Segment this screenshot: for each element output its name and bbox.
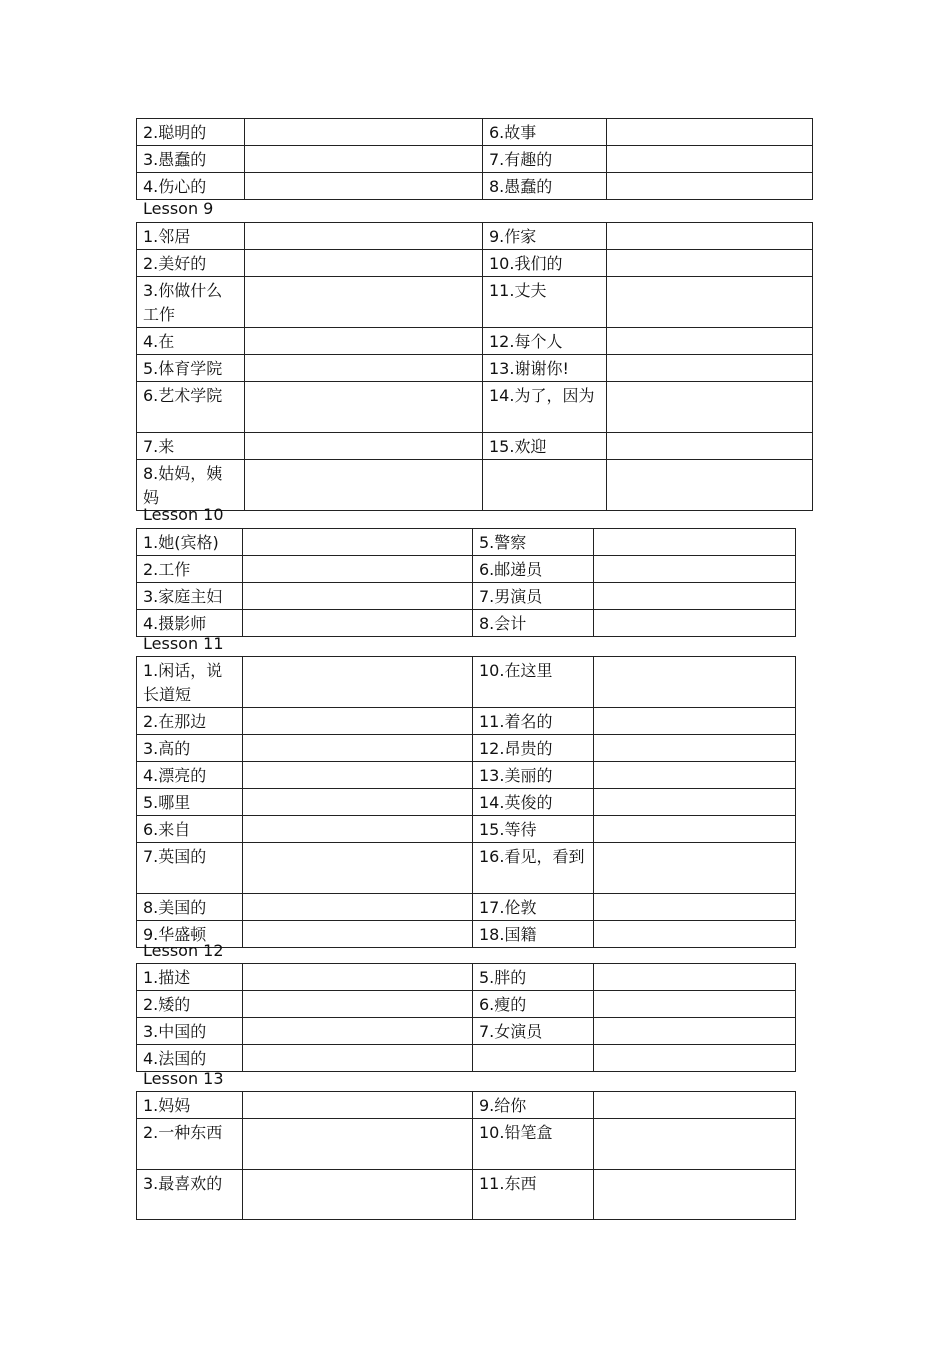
- answer-cell[interactable]: [607, 146, 813, 173]
- word-cell: 7.英国的: [137, 843, 243, 894]
- answer-cell[interactable]: [594, 556, 796, 583]
- word-cell: 12.每个人: [483, 328, 607, 355]
- table-row: [137, 355, 813, 382]
- answer-cell[interactable]: [245, 433, 483, 460]
- word-cell: 18.国籍: [473, 921, 594, 948]
- answer-cell[interactable]: [607, 328, 813, 355]
- word-cell: 3.最喜欢的: [137, 1170, 243, 1220]
- answer-cell[interactable]: [243, 762, 473, 789]
- table-row: [137, 529, 796, 556]
- word-cell: 1.闲话，说长道短: [137, 657, 243, 708]
- table-row: [137, 843, 796, 894]
- word-cell: 4.法国的: [137, 1045, 243, 1072]
- answer-cell[interactable]: [243, 843, 473, 894]
- word-cell: 11.着名的: [473, 708, 594, 735]
- answer-cell[interactable]: [243, 610, 473, 637]
- vocab-table: [136, 528, 796, 637]
- word-cell: 3.愚蠢的: [137, 146, 245, 173]
- word-cell: 2.在那边: [137, 708, 243, 735]
- table-row: [137, 583, 796, 610]
- word-cell: 8.会计: [473, 610, 594, 637]
- answer-cell[interactable]: [594, 1018, 796, 1045]
- lesson-heading: Lesson 13: [143, 1069, 224, 1088]
- word-cell: 11.东西: [473, 1170, 594, 1220]
- table-row: [137, 1018, 796, 1045]
- word-cell: 10.我们的: [483, 250, 607, 277]
- answer-cell[interactable]: [243, 1045, 473, 1072]
- word-cell: 3.中国的: [137, 1018, 243, 1045]
- answer-cell[interactable]: [594, 816, 796, 843]
- answer-cell[interactable]: [243, 556, 473, 583]
- table-row: [137, 816, 796, 843]
- word-cell: 4.漂亮的: [137, 762, 243, 789]
- answer-cell[interactable]: [245, 277, 483, 328]
- word-cell: 4.伤心的: [137, 173, 245, 200]
- table-row: [137, 789, 796, 816]
- vocab-table: [136, 222, 813, 511]
- word-cell: 14.为了，因为: [483, 382, 607, 433]
- answer-cell[interactable]: [594, 894, 796, 921]
- answer-cell[interactable]: [607, 382, 813, 433]
- word-cell: 10.在这里: [473, 657, 594, 708]
- answer-cell[interactable]: [594, 1170, 796, 1220]
- answer-cell[interactable]: [594, 735, 796, 762]
- answer-cell[interactable]: [594, 657, 796, 708]
- word-cell: 9.华盛顿: [137, 921, 243, 948]
- word-cell: 3.高的: [137, 735, 243, 762]
- word-cell: 11.丈夫: [483, 277, 607, 328]
- word-cell: 15.等待: [473, 816, 594, 843]
- answer-cell[interactable]: [594, 843, 796, 894]
- word-cell: 14.英俊的: [473, 789, 594, 816]
- vocab-table: [136, 963, 796, 1072]
- answer-cell[interactable]: [607, 223, 813, 250]
- answer-cell[interactable]: [245, 250, 483, 277]
- table-row: [137, 223, 813, 250]
- answer-cell[interactable]: [607, 433, 813, 460]
- table-row: [137, 762, 796, 789]
- word-cell: 10.铅笔盒: [473, 1119, 594, 1170]
- answer-cell[interactable]: [594, 708, 796, 735]
- word-cell: 2.矮的: [137, 991, 243, 1018]
- answer-cell[interactable]: [607, 250, 813, 277]
- lesson-heading: Lesson 11: [143, 634, 224, 653]
- answer-cell[interactable]: [243, 657, 473, 708]
- word-cell: 5.哪里: [137, 789, 243, 816]
- word-cell: 16.看见，看到: [473, 843, 594, 894]
- answer-cell[interactable]: [245, 382, 483, 433]
- word-cell: 3.你做什么工作: [137, 277, 245, 328]
- word-cell: 6.邮递员: [473, 556, 594, 583]
- table-row: [137, 328, 813, 355]
- table-row: [137, 735, 796, 762]
- table-row: [137, 277, 813, 328]
- answer-cell[interactable]: [607, 173, 813, 200]
- word-cell: 5.体育学院: [137, 355, 245, 382]
- table-row: [137, 708, 796, 735]
- word-cell: 1.邻居: [137, 223, 245, 250]
- answer-cell[interactable]: [243, 789, 473, 816]
- answer-cell[interactable]: [594, 762, 796, 789]
- word-cell: 6.来自: [137, 816, 243, 843]
- table-row: [137, 1092, 796, 1119]
- answer-cell[interactable]: [243, 1170, 473, 1220]
- word-cell: 5.胖的: [473, 964, 594, 991]
- answer-cell[interactable]: [243, 1018, 473, 1045]
- answer-cell[interactable]: [245, 173, 483, 200]
- word-cell: 4.摄影师: [137, 610, 243, 637]
- vocab-table: [136, 118, 813, 200]
- lesson-heading: Lesson 10: [143, 505, 224, 524]
- word-cell: 1.她(宾格): [137, 529, 243, 556]
- table-row: [137, 991, 796, 1018]
- answer-cell[interactable]: [243, 991, 473, 1018]
- answer-cell[interactable]: [243, 921, 473, 948]
- answer-cell[interactable]: [245, 119, 483, 146]
- word-cell: 2.美好的: [137, 250, 245, 277]
- word-cell: 12.昂贵的: [473, 735, 594, 762]
- word-cell: 6.故事: [483, 119, 607, 146]
- answer-cell[interactable]: [243, 1119, 473, 1170]
- table-row: [137, 460, 813, 511]
- table-row: [137, 610, 796, 637]
- word-cell: 8.美国的: [137, 894, 243, 921]
- word-cell: 9.给你: [473, 1092, 594, 1119]
- answer-cell[interactable]: [243, 583, 473, 610]
- answer-cell[interactable]: [594, 610, 796, 637]
- word-cell: 5.警察: [473, 529, 594, 556]
- answer-cell[interactable]: [594, 529, 796, 556]
- word-cell: 8.愚蠢的: [483, 173, 607, 200]
- table-row: [137, 1119, 796, 1170]
- word-cell: 13.美丽的: [473, 762, 594, 789]
- table-row: [137, 556, 796, 583]
- answer-cell[interactable]: [594, 1045, 796, 1072]
- table-row: [137, 433, 813, 460]
- answer-cell[interactable]: [245, 146, 483, 173]
- answer-cell[interactable]: [243, 529, 473, 556]
- table-row: [137, 964, 796, 991]
- word-cell: 9.作家: [483, 223, 607, 250]
- table-row: [137, 1170, 796, 1220]
- word-cell: 7.有趣的: [483, 146, 607, 173]
- vocab-table: [136, 1091, 796, 1220]
- word-cell: 2.工作: [137, 556, 243, 583]
- answer-cell[interactable]: [243, 816, 473, 843]
- word-cell: 6.艺术学院: [137, 382, 245, 433]
- vocab-table: [136, 656, 796, 948]
- answer-cell[interactable]: [245, 328, 483, 355]
- table-row: [137, 382, 813, 433]
- answer-cell[interactable]: [243, 735, 473, 762]
- answer-cell[interactable]: [594, 583, 796, 610]
- table-row: [137, 250, 813, 277]
- answer-cell[interactable]: [594, 1092, 796, 1119]
- table-row: [137, 1045, 796, 1072]
- word-cell: 15.欢迎: [483, 433, 607, 460]
- answer-cell[interactable]: [607, 460, 813, 511]
- word-cell: 7.女演员: [473, 1018, 594, 1045]
- table-row: [137, 173, 813, 200]
- word-cell: 13.谢谢你!: [483, 355, 607, 382]
- answer-cell[interactable]: [245, 355, 483, 382]
- answer-cell[interactable]: [243, 894, 473, 921]
- word-cell: 1.妈妈: [137, 1092, 243, 1119]
- word-cell: 3.家庭主妇: [137, 583, 243, 610]
- answer-cell[interactable]: [243, 964, 473, 991]
- word-cell: 17.伦敦: [473, 894, 594, 921]
- word-cell: 1.描述: [137, 964, 243, 991]
- word-cell: 4.在: [137, 328, 245, 355]
- word-cell: 8.姑妈，姨妈: [137, 460, 245, 511]
- answer-cell[interactable]: [594, 789, 796, 816]
- lesson-heading: Lesson 9: [143, 199, 214, 218]
- table-row: [137, 657, 796, 708]
- answer-cell[interactable]: [607, 355, 813, 382]
- answer-cell[interactable]: [245, 223, 483, 250]
- table-row: [137, 146, 813, 173]
- answer-cell[interactable]: [594, 921, 796, 948]
- lesson-heading: Lesson 12: [143, 941, 224, 960]
- word-cell: [473, 1045, 594, 1072]
- answer-cell[interactable]: [594, 991, 796, 1018]
- answer-cell[interactable]: [594, 1119, 796, 1170]
- answer-cell[interactable]: [594, 964, 796, 991]
- table-row: [137, 894, 796, 921]
- table-row: [137, 119, 813, 146]
- word-cell: 7.男演员: [473, 583, 594, 610]
- word-cell: 2.聪明的: [137, 119, 245, 146]
- word-cell: 6.瘦的: [473, 991, 594, 1018]
- table-row: [137, 921, 796, 948]
- word-cell: 2.一种东西: [137, 1119, 243, 1170]
- answer-cell[interactable]: [243, 708, 473, 735]
- answer-cell[interactable]: [607, 119, 813, 146]
- word-cell: 7.来: [137, 433, 245, 460]
- answer-cell[interactable]: [607, 277, 813, 328]
- answer-cell[interactable]: [245, 460, 483, 511]
- word-cell: [483, 460, 607, 511]
- answer-cell[interactable]: [243, 1092, 473, 1119]
